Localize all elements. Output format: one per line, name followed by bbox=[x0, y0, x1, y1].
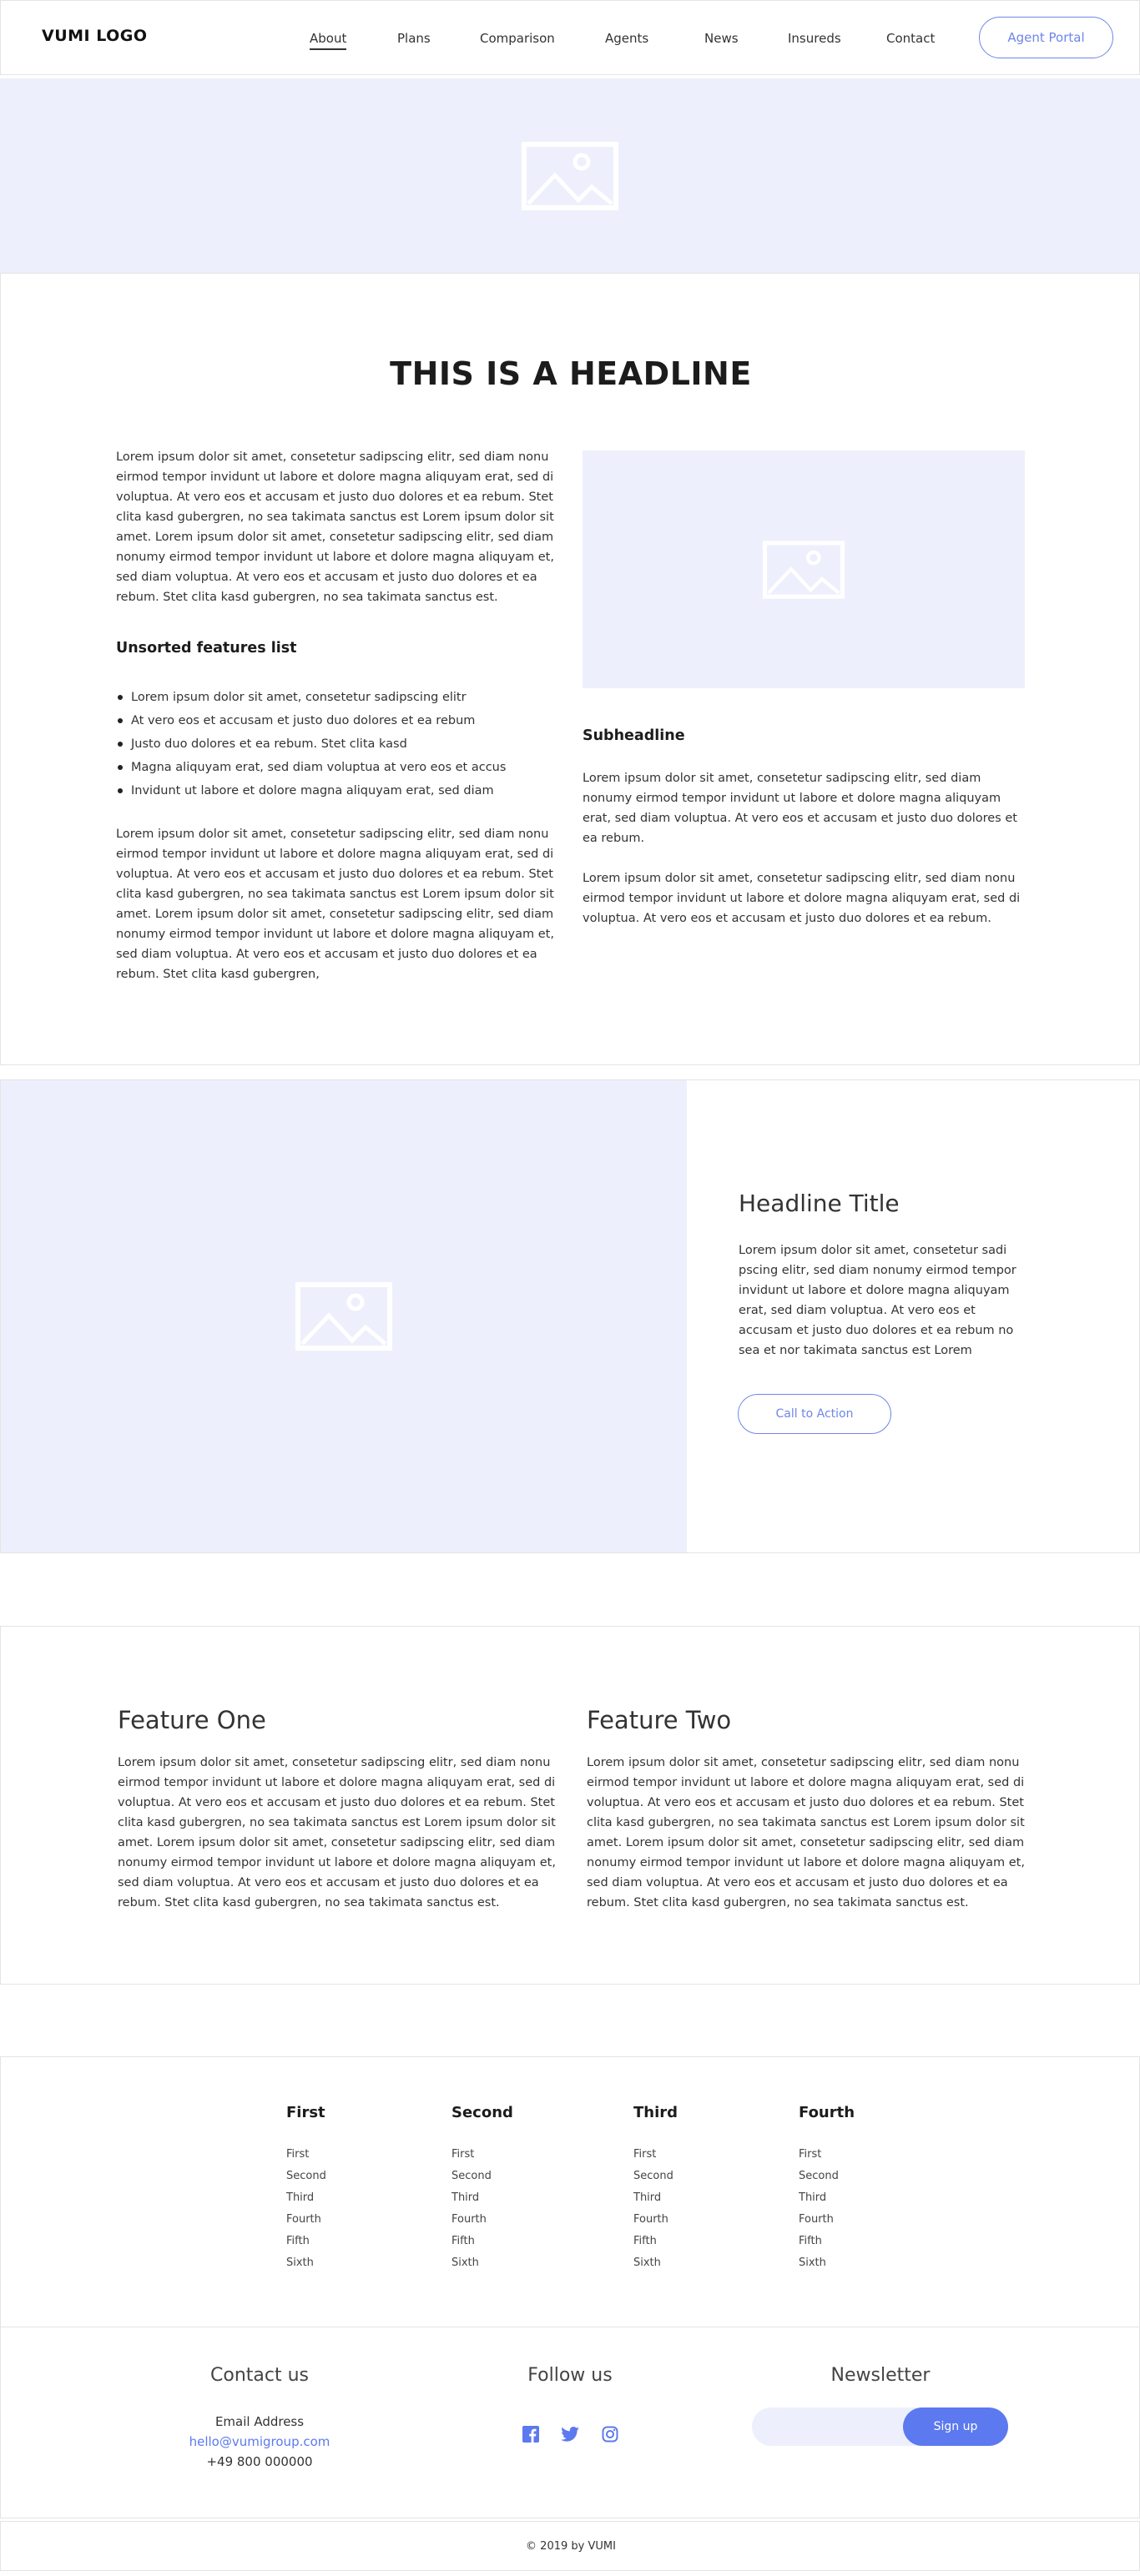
image-placeholder-icon bbox=[763, 541, 845, 599]
subheadline-paragraph-1: Lorem ipsum dolor sit amet, consetetur sadipscing elitr, sed diam nonumy eirmod tempor invidunt ut labore et dolore magna aliquyam erat, sed diam voluptua. At vero eos et accusam et justo duo dolores et ea rebum. bbox=[583, 772, 1017, 845]
footer-link[interactable]: Fifth bbox=[633, 2235, 657, 2247]
split-title: Headline Title bbox=[739, 1190, 900, 1217]
footer-link[interactable]: Fifth bbox=[799, 2235, 822, 2247]
footer-link[interactable]: Second bbox=[799, 2170, 839, 2182]
copyright-text: © 2019 by VUMI bbox=[526, 2540, 616, 2553]
footer-link[interactable]: Sixth bbox=[451, 2257, 479, 2269]
feature-one-text: Lorem ipsum dolor sit amet, consetetur sadipscing elitr, sed diam nonu eirmod tempor invidunt ut labore et dolore magna aliquyam erat, sed di voluptua. At vero eos et accusam et justo duo dolores et ea rebum. Stet clita kasd gubergren, no sea takimata sanctus est Lorem ipsum dolor sit amet. Lorem ipsum dolor sit amet, consetetur sadipscing elitr, sed diam nonumy eirmod tempor invidunt ut labore et dolore magna aliquyam et, sed diam voluptua. At vero eos et accusam et justo duo dolores et ea rebum. Stet clita kasd gubergren, no sea takimata sanctus est. bbox=[118, 1756, 556, 1909]
list-item: Magna aliquyam erat, sed diam voluptua at vero eos et accus bbox=[116, 756, 567, 779]
footer-link[interactable]: Second bbox=[451, 2170, 492, 2182]
outro-paragraph: Lorem ipsum dolor sit amet, consetetur sadipscing elitr, sed diam nonu eirmod tempor invidunt ut labore et dolore magna aliquyam erat, sed di voluptua. At vero eos et accusam et justo duo dolores et ea rebum. Stet clita kasd gubergren, no sea takimata sanctus est Lorem ipsum dolor sit amet. Lorem ipsum dolor sit amet, consetetur sadipscing elitr, sed diam nonumy eirmod tempor invidunt ut labore et dolore magna aliquyam et, sed diam voluptua. At vero eos et accusam et justo duo dolores et ea rebum. Stet clita kasd gubergren, bbox=[116, 828, 554, 981]
follow-title: Follow us bbox=[527, 2365, 613, 2386]
nav-plans[interactable]: Plans bbox=[397, 31, 431, 46]
link-column bbox=[286, 2144, 326, 2274]
footer-link[interactable]: Sixth bbox=[799, 2257, 826, 2269]
content-image bbox=[583, 450, 1025, 688]
nav-contact[interactable]: Contact bbox=[886, 31, 936, 46]
footer-links bbox=[0, 2056, 1140, 2327]
split-section bbox=[0, 1079, 1140, 1553]
feature-two-text: Lorem ipsum dolor sit amet, consetetur sadipscing elitr, sed diam nonu eirmod tempor invidunt ut labore et dolore magna aliquyam erat, sed di voluptua. At vero eos et accusam et justo duo dolores et ea rebum. Stet clita kasd gubergren, no sea takimata sanctus est Lorem ipsum dolor sit amet. Lorem ipsum dolor sit amet, consetetur sadipscing elitr, sed diam nonumy eirmod tempor invidunt ut labore et dolore magna aliquyam et, sed diam voluptua. At vero eos et accusam et justo duo dolores et ea rebum. Stet clita kasd gubergren, no sea takimata sanctus est. bbox=[587, 1756, 1025, 1909]
phone-number: +49 800 000000 bbox=[206, 2454, 313, 2469]
link-column-title: Second bbox=[451, 2104, 513, 2121]
site-header bbox=[0, 0, 1140, 75]
features-list-heading: Unsorted features list bbox=[116, 640, 297, 657]
call-to-action-button[interactable]: Call to Action bbox=[738, 1394, 891, 1434]
footer-link[interactable]: Third bbox=[451, 2191, 480, 2204]
footer-link[interactable]: First bbox=[633, 2148, 657, 2161]
contact-title: Contact us bbox=[210, 2365, 309, 2386]
split-paragraph: Lorem ipsum dolor sit amet, consetetur sadi pscing elitr, sed diam nonumy eirmod tempor invidunt ut labore et dolore magna aliquyam erat, sed diam voluptua. At vero eos et accusam et justo duo dolores et ea rebum no sea et nor takimata sanctus est Lorem bbox=[739, 1244, 1016, 1357]
feature-two-title: Feature Two bbox=[587, 1706, 732, 1734]
image-placeholder-icon bbox=[295, 1282, 392, 1351]
nav-insureds[interactable]: Insureds bbox=[788, 31, 841, 46]
footer-link[interactable]: Third bbox=[633, 2191, 662, 2204]
features-section bbox=[0, 1626, 1140, 1985]
link-column-title: First bbox=[286, 2104, 325, 2121]
newsletter-title: Newsletter bbox=[830, 2365, 931, 2386]
footer-link[interactable]: Sixth bbox=[286, 2257, 314, 2269]
nav-agents[interactable]: Agents bbox=[605, 31, 649, 46]
footer-link[interactable]: Fifth bbox=[286, 2235, 310, 2247]
logo[interactable]: VUMI LOGO bbox=[42, 27, 148, 45]
footer-link[interactable]: Third bbox=[799, 2191, 827, 2204]
image-placeholder-icon bbox=[522, 142, 618, 210]
subheadline: Subheadline bbox=[583, 727, 685, 744]
feature-one-title: Feature One bbox=[118, 1706, 266, 1734]
footer-link[interactable]: First bbox=[286, 2148, 310, 2161]
intro-paragraph: Lorem ipsum dolor sit amet, consetetur sadipscing elitr, sed diam nonu eirmod tempor invidunt ut labore et dolore magna aliquyam erat, sed di voluptua. At vero eos et accusam et justo duo dolores et ea rebum. Stet clita kasd gubergren, no sea takimata sanctus est Lorem ipsum dolor sit amet. Lorem ipsum dolor sit amet, consetetur sadipscing elitr, sed diam nonumy eirmod tempor invidunt ut labore et dolore magna aliquyam et, sed diam voluptua. At vero eos et accusam et justo duo dolores et ea rebum. Stet clita kasd gubergren, no sea takimata sanctus est. bbox=[116, 450, 554, 604]
footer-link[interactable]: Fourth bbox=[633, 2213, 668, 2226]
agent-portal-button[interactable]: Agent Portal bbox=[979, 17, 1113, 58]
nav-news[interactable]: News bbox=[704, 31, 739, 46]
link-column-title: Third bbox=[633, 2104, 678, 2121]
list-item: At vero eos et accusam et justo duo dolores et ea rebum bbox=[116, 709, 567, 732]
features-list bbox=[116, 686, 567, 802]
subheadline-paragraph-2: Lorem ipsum dolor sit amet, consetetur sadipscing elitr, sed diam nonu eirmod tempor invidunt ut labore et dolore magna aliquyam erat, sed di voluptua. At vero eos et accusam et justo duo dolores et ea rebum. bbox=[583, 872, 1021, 925]
contact-section bbox=[0, 2327, 1140, 2518]
hero-image bbox=[0, 78, 1140, 273]
instagram-icon[interactable] bbox=[601, 2425, 619, 2443]
footer-link[interactable]: Fourth bbox=[286, 2213, 321, 2226]
sign-up-button[interactable]: Sign up bbox=[903, 2407, 1008, 2446]
content-section bbox=[0, 273, 1140, 1065]
link-column bbox=[799, 2144, 839, 2274]
footer-link[interactable]: First bbox=[799, 2148, 822, 2161]
footer-link[interactable]: Fourth bbox=[799, 2213, 834, 2226]
footer-link[interactable]: Second bbox=[286, 2170, 326, 2182]
footer-link[interactable]: Third bbox=[286, 2191, 315, 2204]
list-item: Invidunt ut labore et dolore magna aliquyam erat, sed diam bbox=[116, 779, 567, 802]
footer-link[interactable]: Sixth bbox=[633, 2257, 661, 2269]
email-label: Email Address bbox=[214, 2414, 305, 2429]
list-item: Justo duo dolores et ea rebum. Stet clita kasd bbox=[116, 732, 567, 756]
page-headline: THIS IS A HEADLINE bbox=[390, 355, 752, 392]
link-column bbox=[451, 2144, 492, 2274]
nav-comparison[interactable]: Comparison bbox=[480, 31, 555, 46]
link-column-title: Fourth bbox=[799, 2104, 855, 2121]
facebook-icon[interactable] bbox=[522, 2425, 540, 2443]
list-item: Lorem ipsum dolor sit amet, consetetur sadipscing elitr bbox=[116, 686, 567, 709]
split-image bbox=[1, 1080, 687, 1552]
footer-link[interactable]: Fifth bbox=[451, 2235, 475, 2247]
footer-link[interactable]: First bbox=[451, 2148, 475, 2161]
footer-link[interactable]: Fourth bbox=[451, 2213, 487, 2226]
twitter-icon[interactable] bbox=[561, 2425, 579, 2443]
footer-link[interactable]: Second bbox=[633, 2170, 673, 2182]
nav-about[interactable]: About bbox=[310, 31, 346, 50]
link-column bbox=[633, 2144, 673, 2274]
site-footer bbox=[0, 2521, 1140, 2571]
email-link[interactable]: hello@vumigroup.com bbox=[189, 2434, 330, 2449]
